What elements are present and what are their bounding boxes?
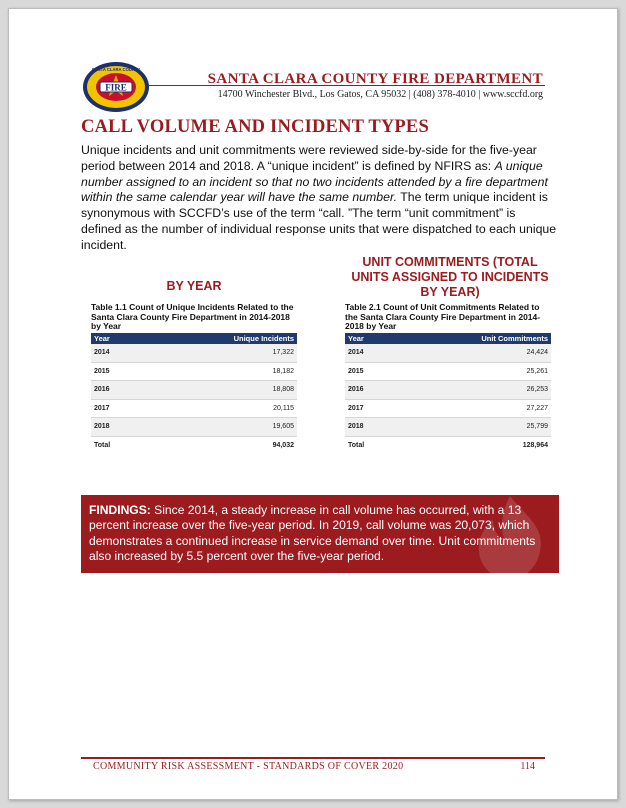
intro-text-1: Unique incidents and unit commitments were reviewed side-by-side for the five-year period between 2014 and 2018. A “unique incident” is defined by NFIRS as: [81,143,537,173]
unit-commitments-table [345,303,551,455]
table-header-row [91,333,297,344]
findings-body: Since 2014, a steady increase in call volume has occurred, with a 13 percent increase over the five-year period. In 2019, call volume was 20,073, which demonstrates a continued increase in service demand over time. Unit commitments also increased by 5.5 percent over the five-year period. [89,503,536,564]
value-cell: 18,808 [272,386,294,394]
column-header-year: Year [94,334,110,343]
year-cell: 2014 [348,349,364,357]
value-cell: 25,261 [526,367,548,375]
findings-text [89,503,547,565]
year-cell: 2017 [94,404,110,412]
section-title: CALL VOLUME AND INCIDENT TYPES [81,117,429,137]
total-value: 128,964 [522,442,548,450]
value-cell: 20,115 [273,404,294,412]
department-name: SANTA CLARA COUNTY FIRE DEPARTMENT [207,71,543,87]
year-cell: 2018 [94,423,110,431]
year-cell: 2016 [348,386,364,394]
intro-definition-italic: A unique number assigned to an incident so that no two incidents attended by a fire department within the same calendar year will have the same number. [81,158,548,205]
value-cell: 27,227 [526,404,548,412]
table-row [345,381,551,400]
footer-title: COMMUNITY RISK ASSESSMENT - STANDARDS OF COVER 2020 [93,761,404,772]
value-cell: 24,424 [526,349,548,357]
value-cell: 19,605 [272,423,294,431]
department-logo [81,61,151,113]
table-row [91,381,297,400]
unique-incidents-table [91,303,297,455]
year-cell: 2017 [348,404,364,412]
table-total-row [345,437,551,456]
table-row [91,400,297,419]
year-cell: 2018 [348,423,364,431]
findings-label: FINDINGS: [89,503,151,517]
logo-ring-text: SANTA CLARA COUNTY [91,67,141,72]
value-cell: 17,322 [272,349,294,357]
right-table-heading: UNIT COMMITMENTS (TOTAL UNITS ASSIGNED TO INCIDENTS BY YEAR) [351,255,549,299]
year-cell: 2015 [348,367,364,375]
table-row [91,363,297,382]
total-value: 94,032 [272,442,294,450]
table-row [345,418,551,437]
table-header-row [345,333,551,344]
footer-divider [81,757,545,759]
intro-paragraph [81,143,559,254]
findings-box [81,495,559,573]
column-header-year: Year [348,334,364,343]
left-table-heading: BY YEAR [166,279,222,293]
page-number: 114 [520,761,535,772]
total-label: Total [348,442,365,450]
logo-center-text: FIRE [105,82,127,93]
value-cell: 18,182 [272,367,294,375]
column-header-value: Unit Commitments [481,334,548,343]
year-cell: 2014 [94,349,110,357]
value-cell: 26,253 [526,386,548,394]
department-address: 14700 Winchester Blvd., Los Gatos, CA 95032 | (408) 378-4010 | www.sccfd.org [217,89,543,100]
table-row [91,344,297,363]
year-cell: 2015 [94,367,110,375]
table-row [345,400,551,419]
value-cell: 25,799 [526,423,548,431]
table-total-row [91,437,297,456]
column-header-value: Unique Incidents [233,334,294,343]
total-label: Total [94,442,111,450]
table-row [345,363,551,382]
document-page [8,8,618,800]
table-row [91,418,297,437]
intro-text-2: The term unique incident is synonymous with SCCFD’s use of the term “call. ”The term “unit commitment” is defined as the number of individual response units that were dispatched to each unique incident. [81,190,557,252]
table-row [345,344,551,363]
year-cell: 2016 [94,386,110,394]
table-caption: Table 1.1 Count of Unique Incidents Related to the Santa Clara County Fire Department in 2014-2018 by Year [91,302,294,331]
table-caption: Table 2.1 Count of Unit Commitments Related to the Santa Clara County Fire Department in 2014-2018 by Year [345,302,541,331]
